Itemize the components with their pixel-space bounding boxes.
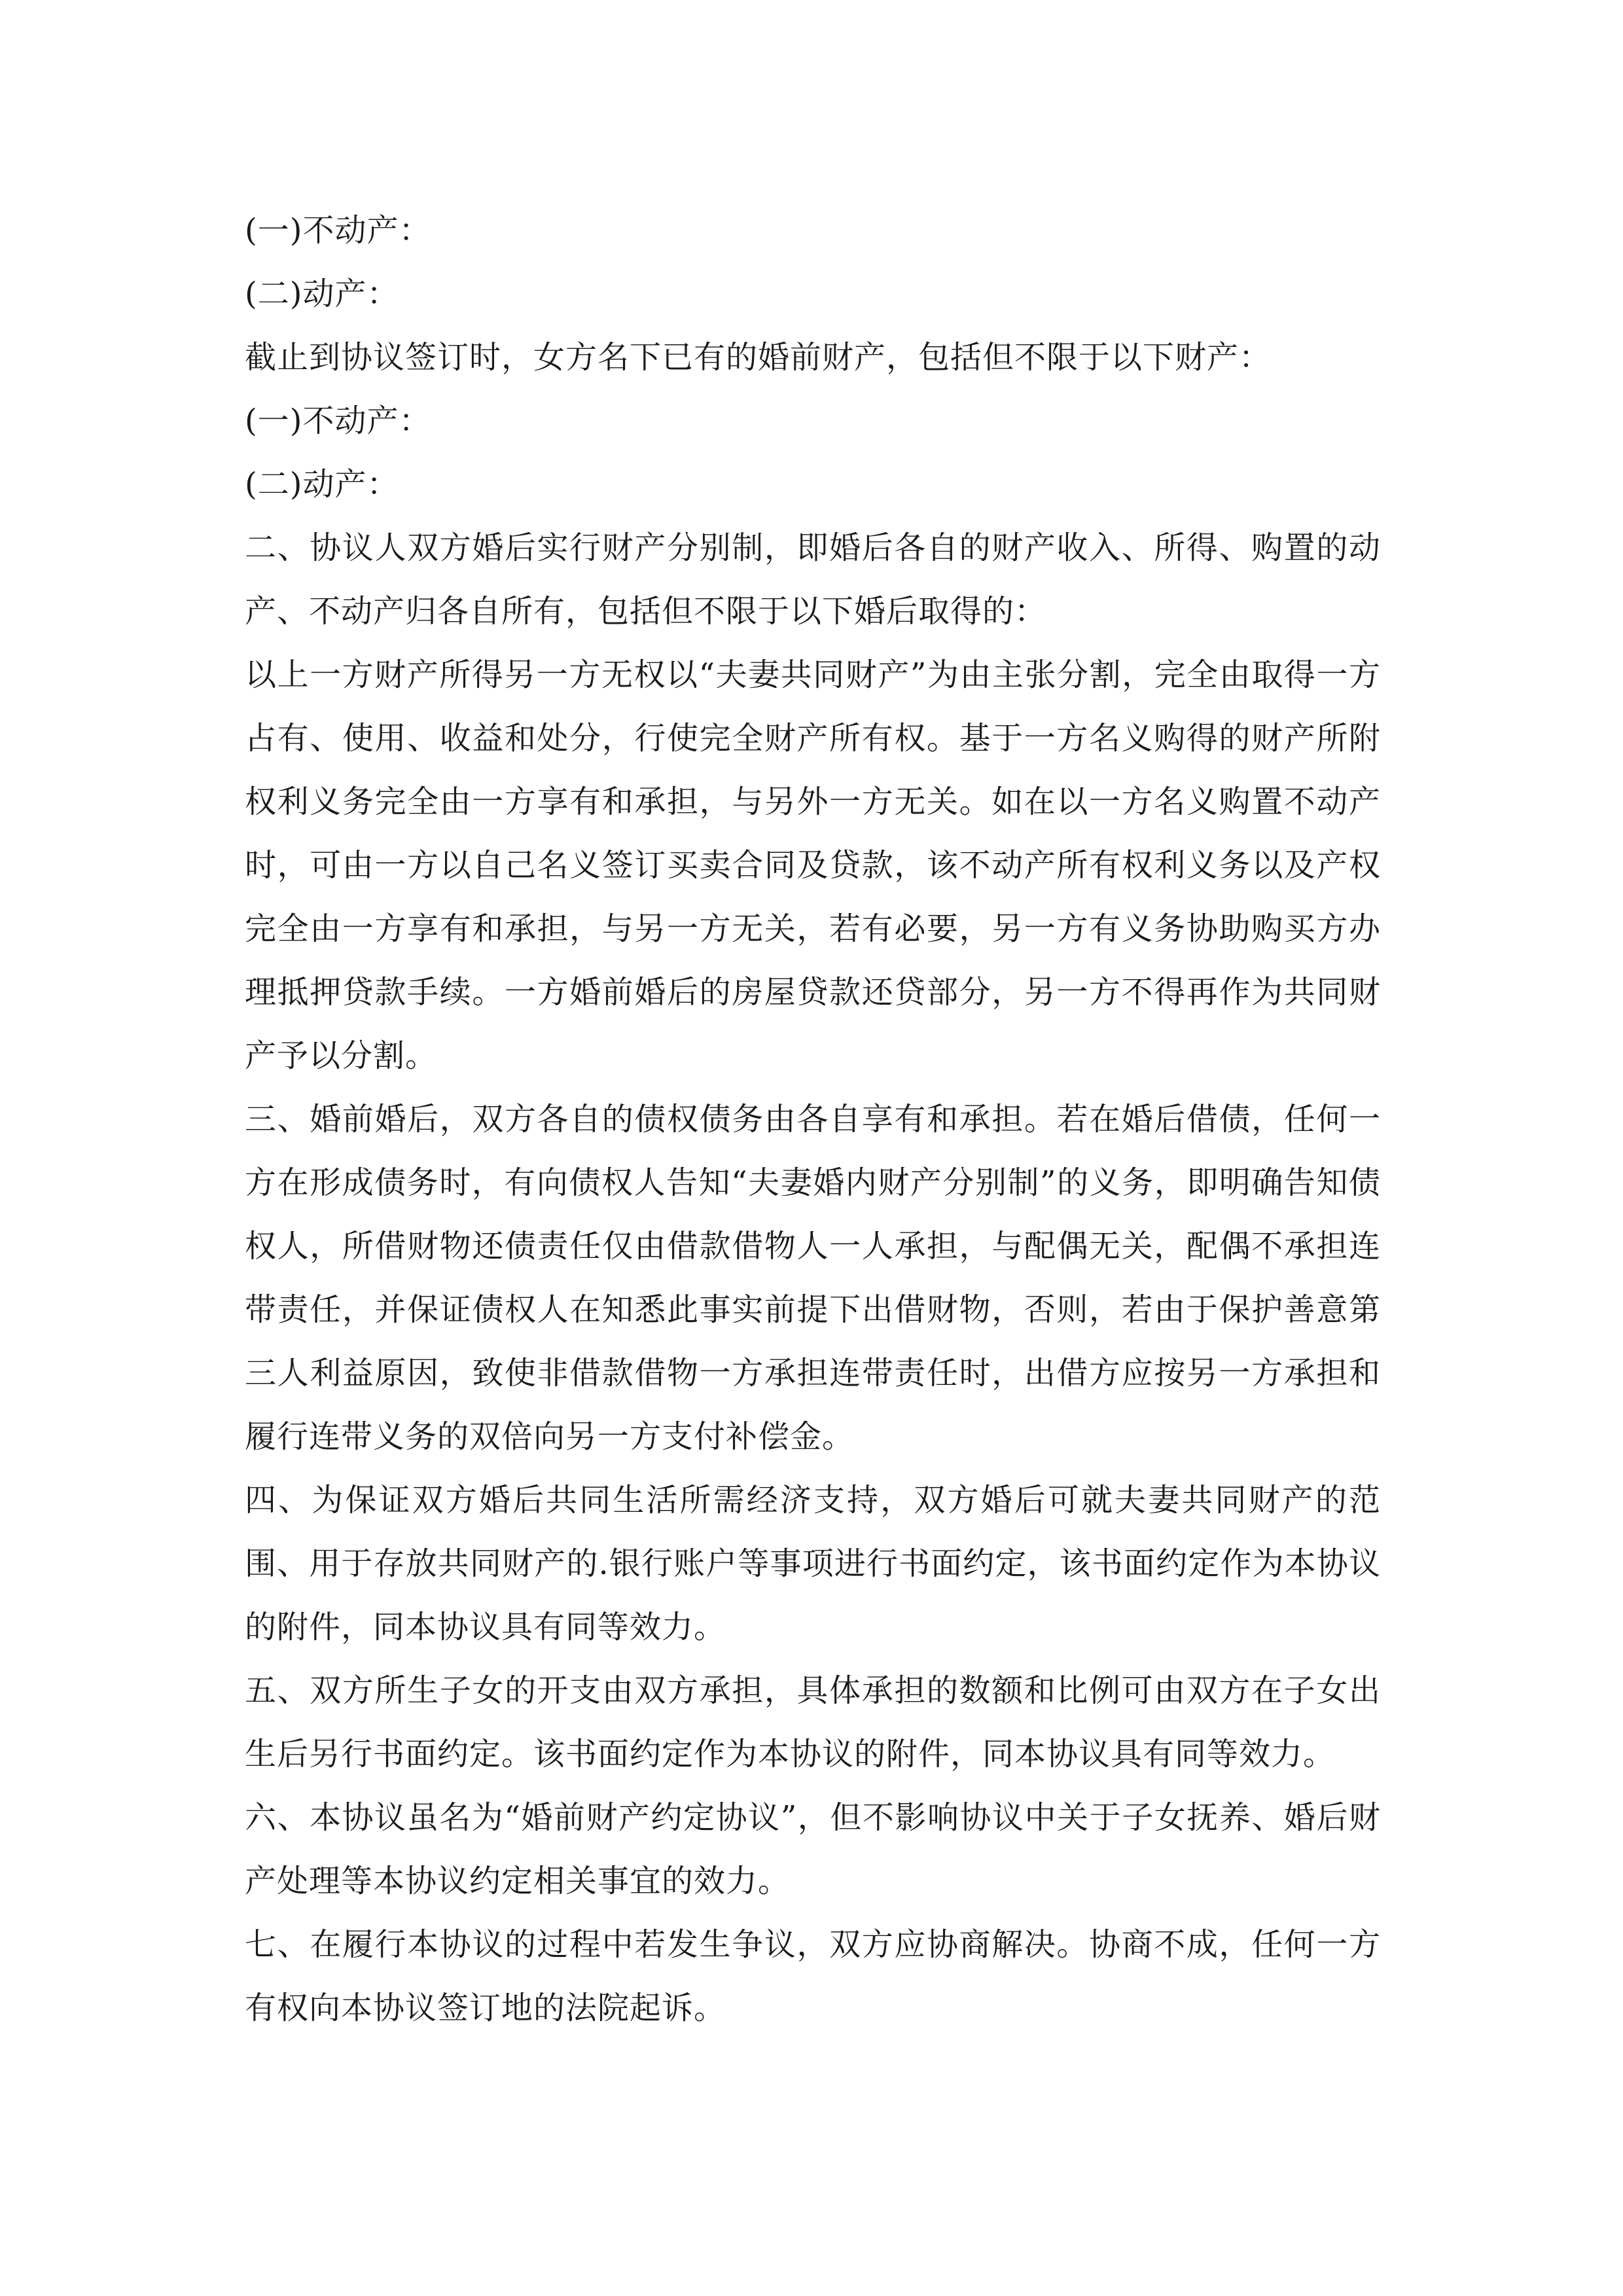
clause-real-estate-female: (一)不动产： [245,403,431,439]
clause-movable-property-female: (二)动产： [245,466,399,503]
clause-real-estate-male: (一)不动产： [245,212,431,249]
clause-5-children-expenses: 五、双方所生子女的开支由双方承担，具体承担的数额和比例可由双方在子女出生后另行书面约定。该书面约定作为本协议的附件，同本协议具有同等效力。 [245,1672,1381,1772]
clause-2-detail: 以上一方财产所得另一方无权以“夫妻共同财产”为由主张分割，完全由取得一方占有、使用、收益和处分，行使完全财产所有权。基于一方名义购得的财产所附权利义务完全由一方享有和承担，与另外一方无关。如在以一方名义购置不动产时，可由一方以自己名义签订买卖合同及贷款，该不动产所有权利义务以及产权完全由一方享有和承担，与另一方无关，若有必要，另一方有义务协助购买方办理抵押贷款手续。一方婚前婚后的房屋贷款还贷部分，另一方不得再作为共同财产予以分割。 [245,656,1381,1074]
clause-3-debts: 三、婚前婚后，双方各自的债权债务由各自享有和承担。若在婚后借债，任何一方在形成债务时，有向债权人告知“夫妻婚内财产分别制”的义务，即明确告知债权人，所借财物还债责任仅由借款借物人一人承担，与配偶无关，配偶不承担连带责任，并保证债权人在知悉此事实前提下出借财物，否则，若由于保护善意第三人利益原因，致使非借款借物一方承担连带责任时，出借方应按另一方承担和履行连带义务的双倍向另一方支付补偿金。 [245,1101,1381,1455]
clause-6-scope: 六、本协议虽名为“婚前财产约定协议”，但不影响协议中关于子女抚养、婚后财产处理等本协议约定相关事宜的效力。 [245,1799,1381,1899]
document-body [245,199,1381,2040]
clause-7-disputes: 七、在履行本协议的过程中若发生争议，双方应协商解决。协商不成，任何一方有权向本协议签订地的法院起诉。 [245,1926,1381,2026]
clause-movable-property-male: (二)动产： [245,276,399,312]
clause-female-premarital-property: 截止到协议签订时，女方名下已有的婚前财产，包括但不限于以下财产： [245,339,1272,376]
clause-4-common-property: 四、为保证双方婚后共同生活所需经济支持，双方婚后可就夫妻共同财产的范围、用于存放共同财产的.银行账户等事项进行书面约定，该书面约定作为本协议的附件，同本协议具有同等效力。 [245,1482,1381,1645]
clause-2-separate-property: 二、协议人双方婚后实行财产分别制，即婚后各自的财产收入、所得、购置的动产、不动产归各自所有，包括但不限于以下婚后取得的： [245,529,1381,630]
